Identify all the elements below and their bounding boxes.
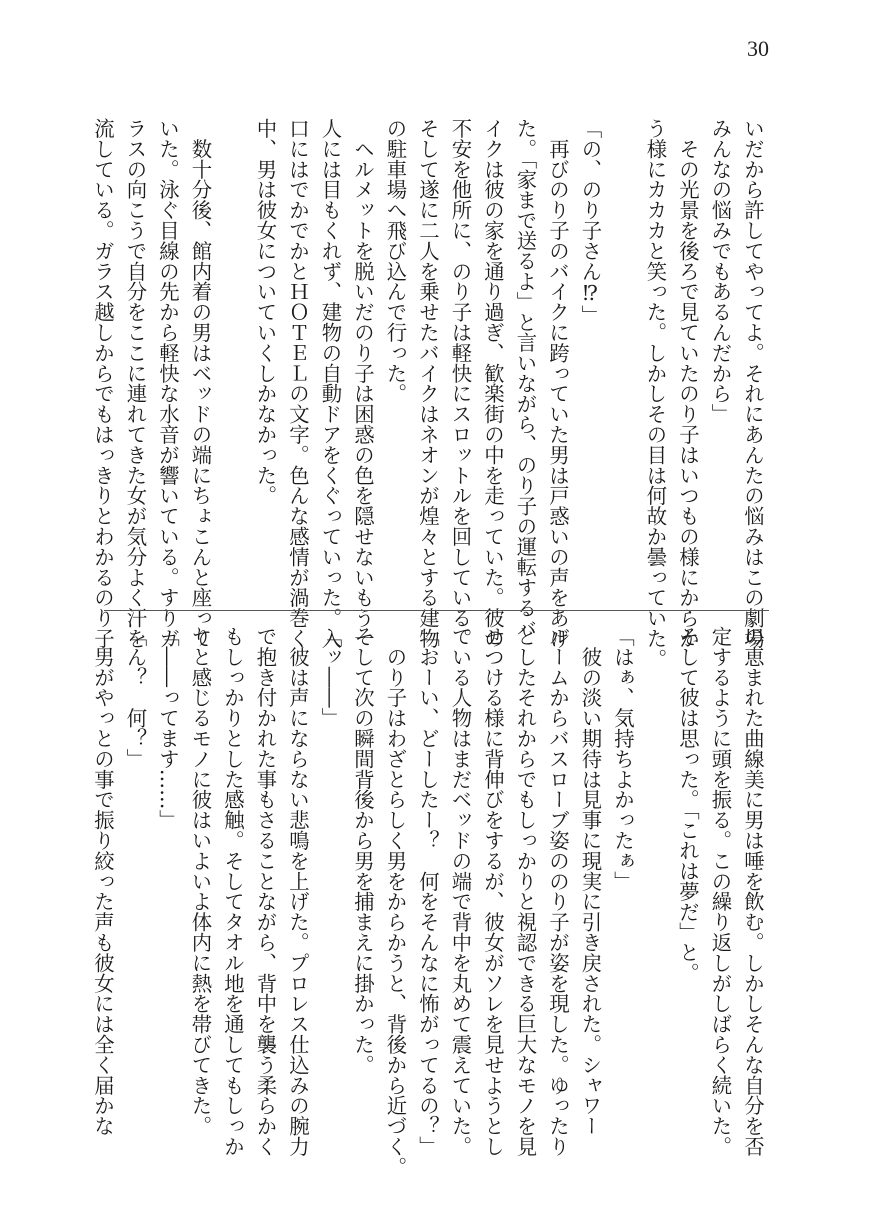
text-line: いだから許してやってよ。それにあんたの悩みはこの劇場	[741, 118, 765, 649]
text-line: 流している。ガラス越しからでもはっきりとわかるのり子	[91, 118, 115, 649]
text-line: のり子はわざとらしく男をからかうと、背後から近づく。	[383, 626, 408, 1177]
text-line: ルームからバスローブ姿ののり子が姿を現した。ゆったり	[546, 626, 570, 1157]
blank-line	[217, 118, 250, 596]
text-line: 「おーい、どーしたー？ 何をそんなに怖がってるの？」	[416, 626, 440, 1157]
text-line: で抱き付かれた事もさることながら、背中を襲う柔らかく	[253, 626, 278, 1157]
text-line: 「ん？ 何？」	[123, 626, 148, 769]
text-line: ている人物はまだベッドの端で背中を丸めて震えていた。	[448, 626, 473, 1157]
text-line: の駐車場へ飛び込んで行った。	[383, 118, 408, 404]
text-line: ヘルメットを脱いだのり子は困惑の色を隠せないもう一	[351, 118, 375, 649]
text-block-top	[91, 118, 769, 669]
text-block-bottom	[91, 626, 769, 1177]
text-line: その光景を後ろで見ていたのり子はいつもの様にからか	[676, 118, 700, 649]
text-line: そして彼は思った。「これは夢だ」と。	[676, 626, 700, 983]
text-line: としたそれからでもしっかりと視認できる巨大なモノを見	[513, 626, 538, 1157]
text-line: 定するように頭を振る。この繰り返しがしばらく続いた。	[708, 626, 733, 1157]
text-line: イクは彼の家を通り過ぎ、歓楽街の中を走っていた。彼の	[481, 118, 505, 649]
text-line: りと感じるモノに彼はいよいよ体内に熱を帯びてきた。	[188, 626, 213, 1136]
text-line: みんなの悩みでもあるんだから」	[708, 118, 733, 424]
text-line: そして遂に二人を乗せたバイクはネオンが煌々とする建物	[416, 118, 440, 649]
text-line: 「はぁ、気持ちよかったぁ」	[611, 626, 635, 892]
text-line: 男がやっとの事で振り絞った声も彼女には全く届かな	[91, 626, 115, 1136]
text-line: た。「家まで送るよ」と言いながら、のり子の運転するバ	[513, 118, 538, 639]
text-line: いた。泳ぐ目線の先から軽快な水音が響いている。すりガ	[156, 118, 180, 649]
text-line: 不安を他所に、のり子は軽快にスロットルを回している。	[448, 118, 473, 649]
text-line: 「――ってます……」	[156, 626, 180, 830]
blank-line	[639, 626, 672, 1104]
text-line: 口にはでかでかとＨＯＴＥＬの文字。色んな感情が渦巻く	[286, 118, 310, 649]
section-divider	[104, 610, 769, 611]
text-line: の恵まれた曲線美に男は唾を飲む。しかしそんな自分を否	[741, 626, 765, 1157]
text-line: 中、男は彼女についていくしかなかった。	[253, 118, 278, 506]
text-line: 人には目もくれず、建物の自動ドアをくぐっていった。入	[318, 118, 343, 649]
text-line: そして次の瞬間背後から男を捕まえに掛かった。	[351, 626, 375, 1075]
text-line: もしっかりとした感触。そしてタオル地を通してもしっか	[221, 626, 245, 1157]
text-line: ラスの向こうで自分をここに連れてきた女が気分よく汗を	[123, 118, 148, 649]
text-line: 「ッ――」	[318, 626, 343, 728]
text-line: 彼は声にならない悲鳴を上げた。プロレス仕込みの腕力	[286, 626, 310, 1157]
text-line: う様にカカカと笑った。しかしその目は何故か曇っていた。	[643, 118, 668, 669]
text-line: 再びのり子のバイクに跨っていた男は戸惑いの声をあげ	[546, 118, 570, 649]
text-line: 「の、のり子さん⁉」	[578, 118, 603, 326]
page-number: 30	[747, 36, 769, 61]
text-line: せつける様に背伸びをするが、彼女がソレを見せようとし	[481, 626, 505, 1157]
blank-line	[607, 118, 640, 596]
text-line: 彼の淡い期待は見事に現実に引き戻された。シャワー	[578, 626, 603, 1136]
text-line: 数十分後、館内着の男はベッドの端にちょこんと座って	[188, 118, 213, 649]
